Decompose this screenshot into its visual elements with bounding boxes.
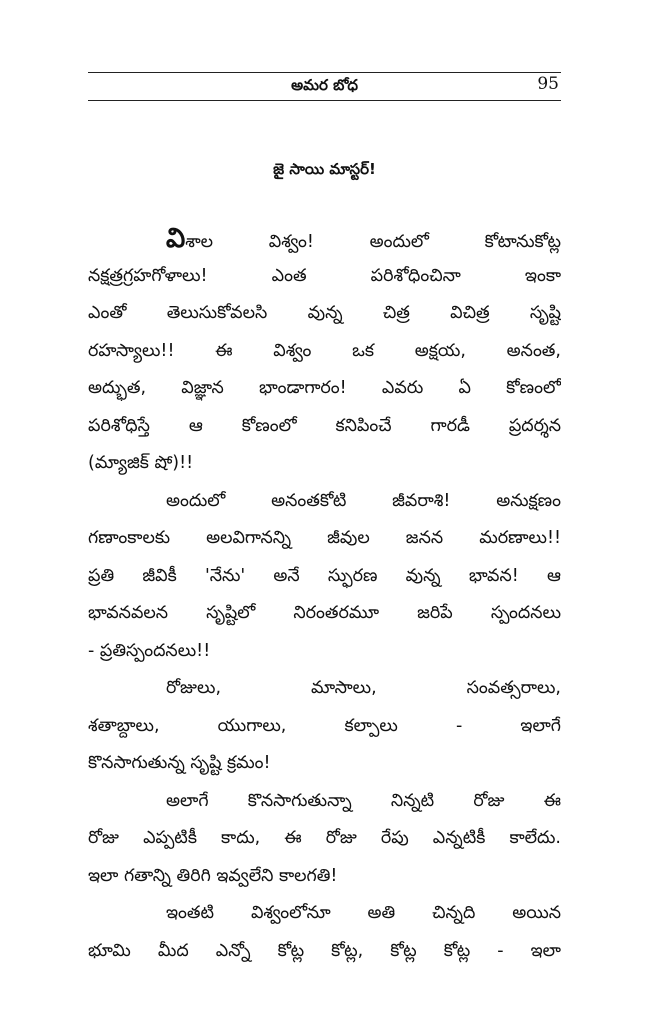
text-line: రహస్యాలు!! ఈ విశ్వం ఒక అక్షయ, అనంత, [88, 340, 561, 361]
text-line: ఇలా గతాన్ని తిరిగి ఇవ్వలేని కాలగతి! [88, 865, 338, 886]
text-line: అందులో అనంతకోటి జీవరాశి! అనుక్షణం [166, 490, 561, 511]
text-line: శతాబ్దాలు, యుగాలు, కల్పాలు - ఇలాగే [88, 715, 561, 736]
running-title: అమర బోధ [291, 76, 358, 94]
text-line: ఎంతో తెలుసుకోవలసి వున్న చిత్ర విచిత్ర సృష్టి [88, 303, 561, 323]
drop-cap: వి [166, 223, 186, 254]
text-line: గణాంకాలకు అలవిగానన్ని జీవుల జనన మరణాలు!! [88, 528, 561, 548]
text-line: నక్షత్రగ్రహగోళాలు! ఎంత పరిశోధించినా ఇంకా [88, 265, 561, 286]
text-line: ఇంతటి విశ్వంలోనూ అతి చిన్నది అయిన [166, 903, 561, 923]
text-line: భూమి మీద ఎన్నో కోట్ల కోట్ల, కోట్ల కోట్ల - ఇలా [88, 940, 561, 961]
header-rule-top [88, 72, 561, 73]
text-line: (మ్యాజిక్ షో)!! [88, 453, 194, 473]
text-line: కొనసాగుతున్న సృష్టి క్రమం! [88, 753, 271, 773]
text-line: అద్భుత, విజ్ఞాన భాండాగారం! ఎవరు ఏ కోణంలో [88, 378, 561, 398]
text-line: విశాల విశ్వం! అందులో కోటానుకోట్ల [166, 223, 561, 254]
text-line: అలాగే కొనసాగుతున్నా నిన్నటి రోజు ఈ [166, 790, 561, 811]
body-text [88, 220, 561, 970]
text-line: పరిశోధిస్తే ఆ కోణంలో కనిపించే గారడీ ప్రదర్శన [88, 415, 561, 436]
page-number: 95 [537, 74, 559, 94]
text-line: రోజులు, మాసాలు, సంవత్సరాలు, [166, 678, 561, 698]
header-rule-bottom [88, 100, 561, 101]
text-line: - ప్రతిస్పందనలు!! [88, 640, 211, 661]
text-line: రోజు ఎప్పటికీ కాదు, ఈ రోజు రేపు ఎన్నటికీ కాలేదు. [88, 828, 561, 848]
chapter-title: జై సాయి మాస్టర్! [273, 160, 376, 178]
text-line: భావనవలన సృష్టిలో నిరంతరమూ జరిపే స్పందనలు [88, 603, 561, 623]
text-line: ప్రతి జీవికీ 'నేను' అనే స్ఫురణ వున్న భావన! ఆ [88, 565, 561, 586]
